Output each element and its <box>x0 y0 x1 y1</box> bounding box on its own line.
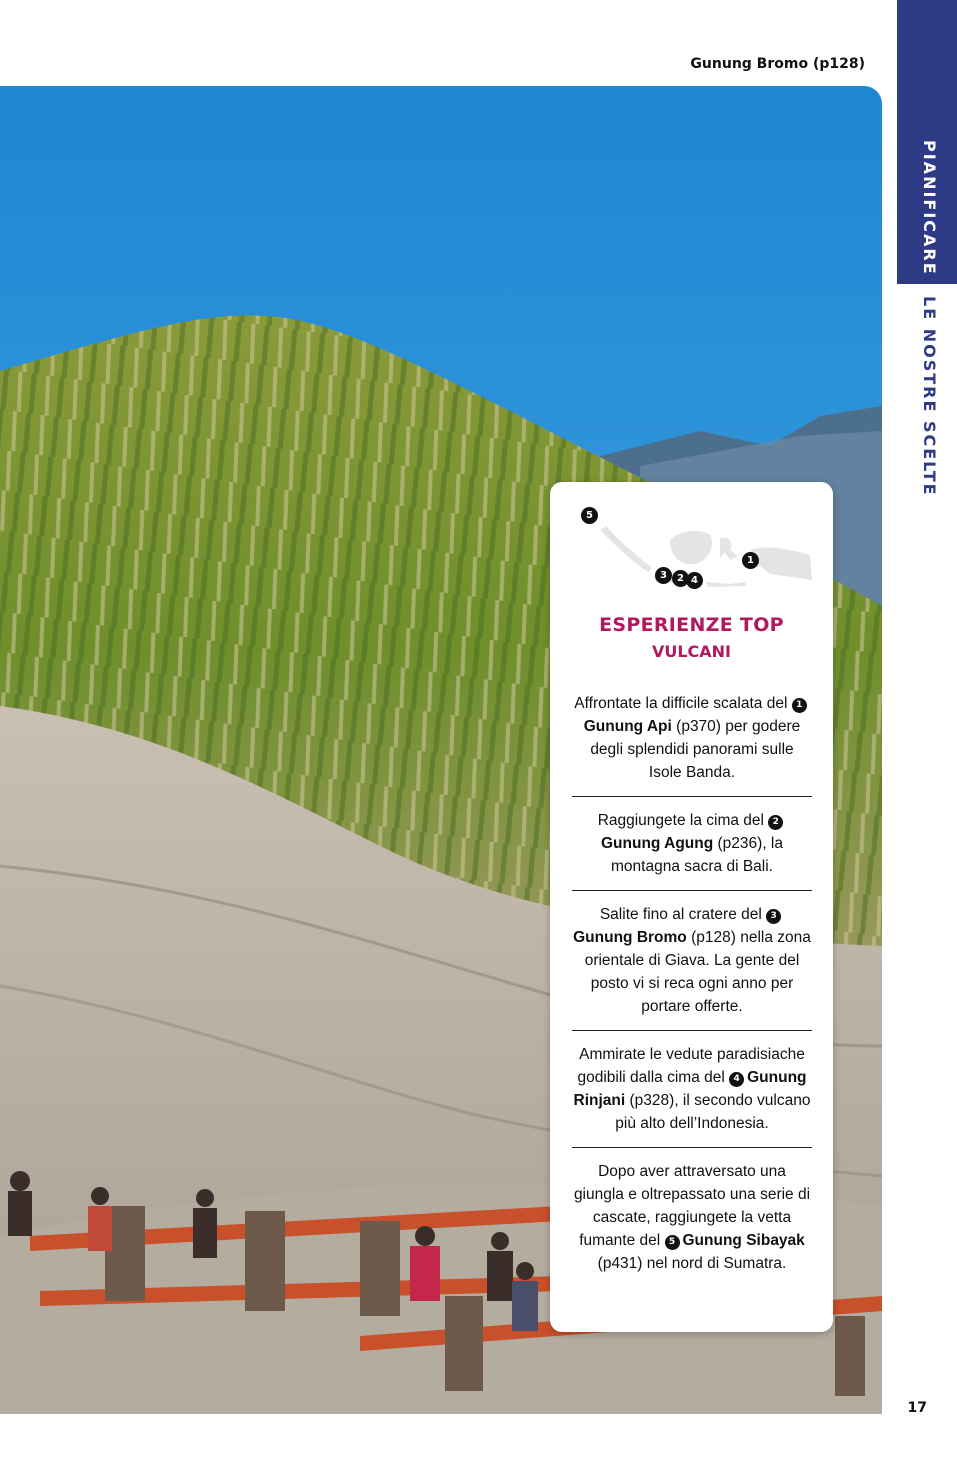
map-marker-1: 1 <box>742 552 759 569</box>
map-marker-5: 5 <box>581 507 598 524</box>
map-marker-2: 2 <box>672 570 689 587</box>
map-marker-4: 4 <box>686 572 703 589</box>
section-label: LE NOSTRE SCELTE <box>920 296 939 497</box>
box-subtitle: VULCANI <box>651 642 732 661</box>
experience-item: Raggiungete la cima del 2Gunung Agung (p236), la montagna sacra di Bali. <box>572 809 812 891</box>
photo-caption: Gunung Bromo (p128) <box>690 56 865 72</box>
volcano-name: Gunung Agung <box>601 835 714 852</box>
number-badge: 5 <box>665 1235 680 1250</box>
volcano-name: Gunung Bromo <box>573 929 687 946</box>
experience-item: Ammirate le vedute paradisiache godibili dalla cima del 4 Gunung Rinjani (p328), il secondo vulcano più alto dell’Indonesia. <box>572 1043 812 1148</box>
number-badge: 3 <box>766 909 781 924</box>
page-number: 17 <box>907 1400 927 1416</box>
volcano-name: Gunung Api <box>583 718 672 735</box>
experience-list <box>572 692 812 1299</box>
number-badge: 4 <box>729 1072 744 1087</box>
box-title: ESPERIENZE TOP <box>599 614 784 636</box>
volcano-name: Gunung Sibayak <box>682 1232 805 1249</box>
indonesia-locator-map <box>570 500 820 610</box>
experience-item: Dopo aver attraversato una giungla e oltrepassato una serie di cascate, raggiungete la vetta fumante del 5 Gunung Sibayak (p431) nel nord di Sumatra. <box>573 1163 811 1272</box>
chapter-tab <box>897 0 957 284</box>
number-badge: 2 <box>768 815 783 830</box>
top-experiences-box <box>550 482 833 1332</box>
number-badge: 1 <box>792 698 807 713</box>
experience-item: Affrontate la difficile scalata del 1Gunung Api (p370) per godere degli splendidi panorami sulle Isole Banda. <box>572 692 812 797</box>
experience-item: Salite fino al cratere del 3Gunung Bromo (p128) nella zona orientale di Giava. La gente del posto vi si reca ogni anno per portare offerte. <box>572 903 812 1031</box>
volcano-name: Gunung Rinjani <box>573 1069 807 1109</box>
chapter-tab-label: PIANIFICARE <box>920 140 939 276</box>
map-marker-3: 3 <box>655 567 672 584</box>
